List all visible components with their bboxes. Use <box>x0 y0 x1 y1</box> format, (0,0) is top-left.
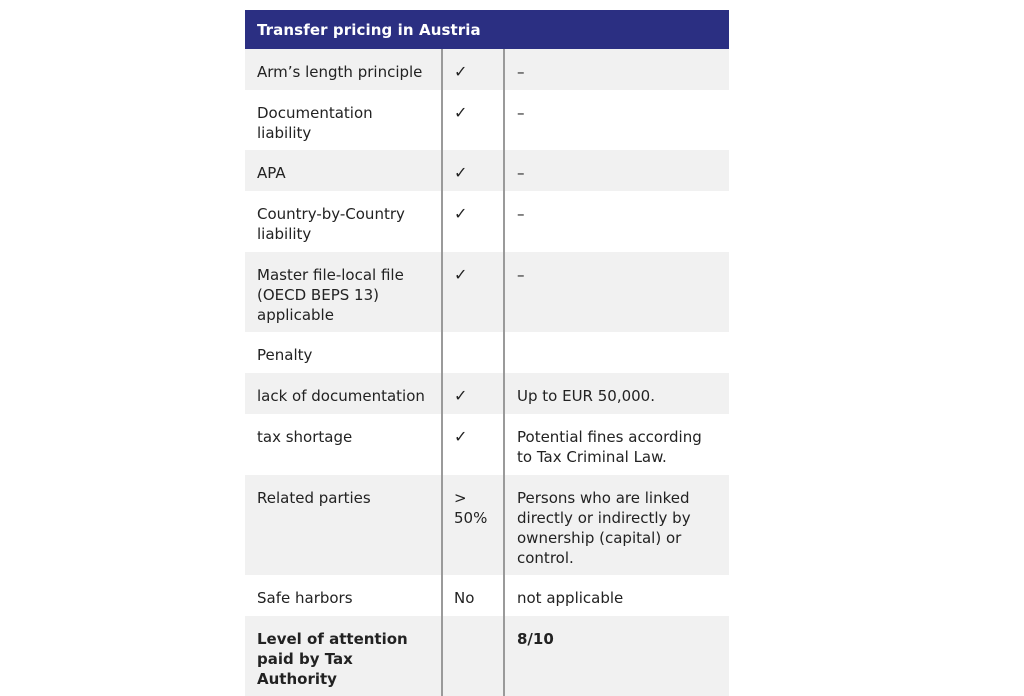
row-note: Up to EUR 50,000. <box>504 373 729 414</box>
row-note: – <box>504 252 729 332</box>
row-mark: ✓ <box>442 191 504 252</box>
row-mark <box>442 332 504 373</box>
table-row <box>245 150 729 191</box>
row-mark <box>442 616 504 696</box>
row-mark: ✓ <box>442 150 504 191</box>
row-mark: ✓ <box>442 252 504 332</box>
row-note: 8/10 <box>504 616 729 696</box>
transfer-pricing-table <box>245 49 729 696</box>
table-row <box>245 191 729 252</box>
table-row <box>245 49 729 90</box>
row-label: Master file-local file (OECD BEPS 13) applicable <box>245 252 442 332</box>
row-label: lack of documentation <box>245 373 442 414</box>
row-label: APA <box>245 150 442 191</box>
row-label: Arm’s length principle <box>245 49 442 90</box>
row-note: not applicable <box>504 575 729 616</box>
row-label: Safe harbors <box>245 575 442 616</box>
row-mark: ✓ <box>442 414 504 475</box>
table-row <box>245 475 729 575</box>
row-label: tax shortage <box>245 414 442 475</box>
row-label: Penalty <box>245 332 442 373</box>
row-note: – <box>504 49 729 90</box>
transfer-pricing-card <box>245 10 729 696</box>
row-note: – <box>504 150 729 191</box>
table-title: Transfer pricing in Austria <box>245 10 729 49</box>
row-mark: ✓ <box>442 49 504 90</box>
table-row <box>245 332 729 373</box>
table-row <box>245 575 729 616</box>
row-label: Related parties <box>245 475 442 575</box>
table-row <box>245 616 729 696</box>
row-mark: ✓ <box>442 90 504 150</box>
row-label: Level of attention paid by Tax Authority <box>245 616 442 696</box>
row-note: Potential fines according to Tax Criminal Law. <box>504 414 729 475</box>
table-row <box>245 252 729 332</box>
row-mark: > 50% <box>442 475 504 575</box>
row-mark: No <box>442 575 504 616</box>
row-note <box>504 332 729 373</box>
row-label: Documentation liability <box>245 90 442 150</box>
table-row <box>245 90 729 150</box>
row-note: Persons who are linked directly or indirectly by ownership (capital) or control. <box>504 475 729 575</box>
row-note: – <box>504 90 729 150</box>
row-mark: ✓ <box>442 373 504 414</box>
row-note: – <box>504 191 729 252</box>
table-row <box>245 373 729 414</box>
row-label: Country-by-Country liability <box>245 191 442 252</box>
table-row <box>245 414 729 475</box>
